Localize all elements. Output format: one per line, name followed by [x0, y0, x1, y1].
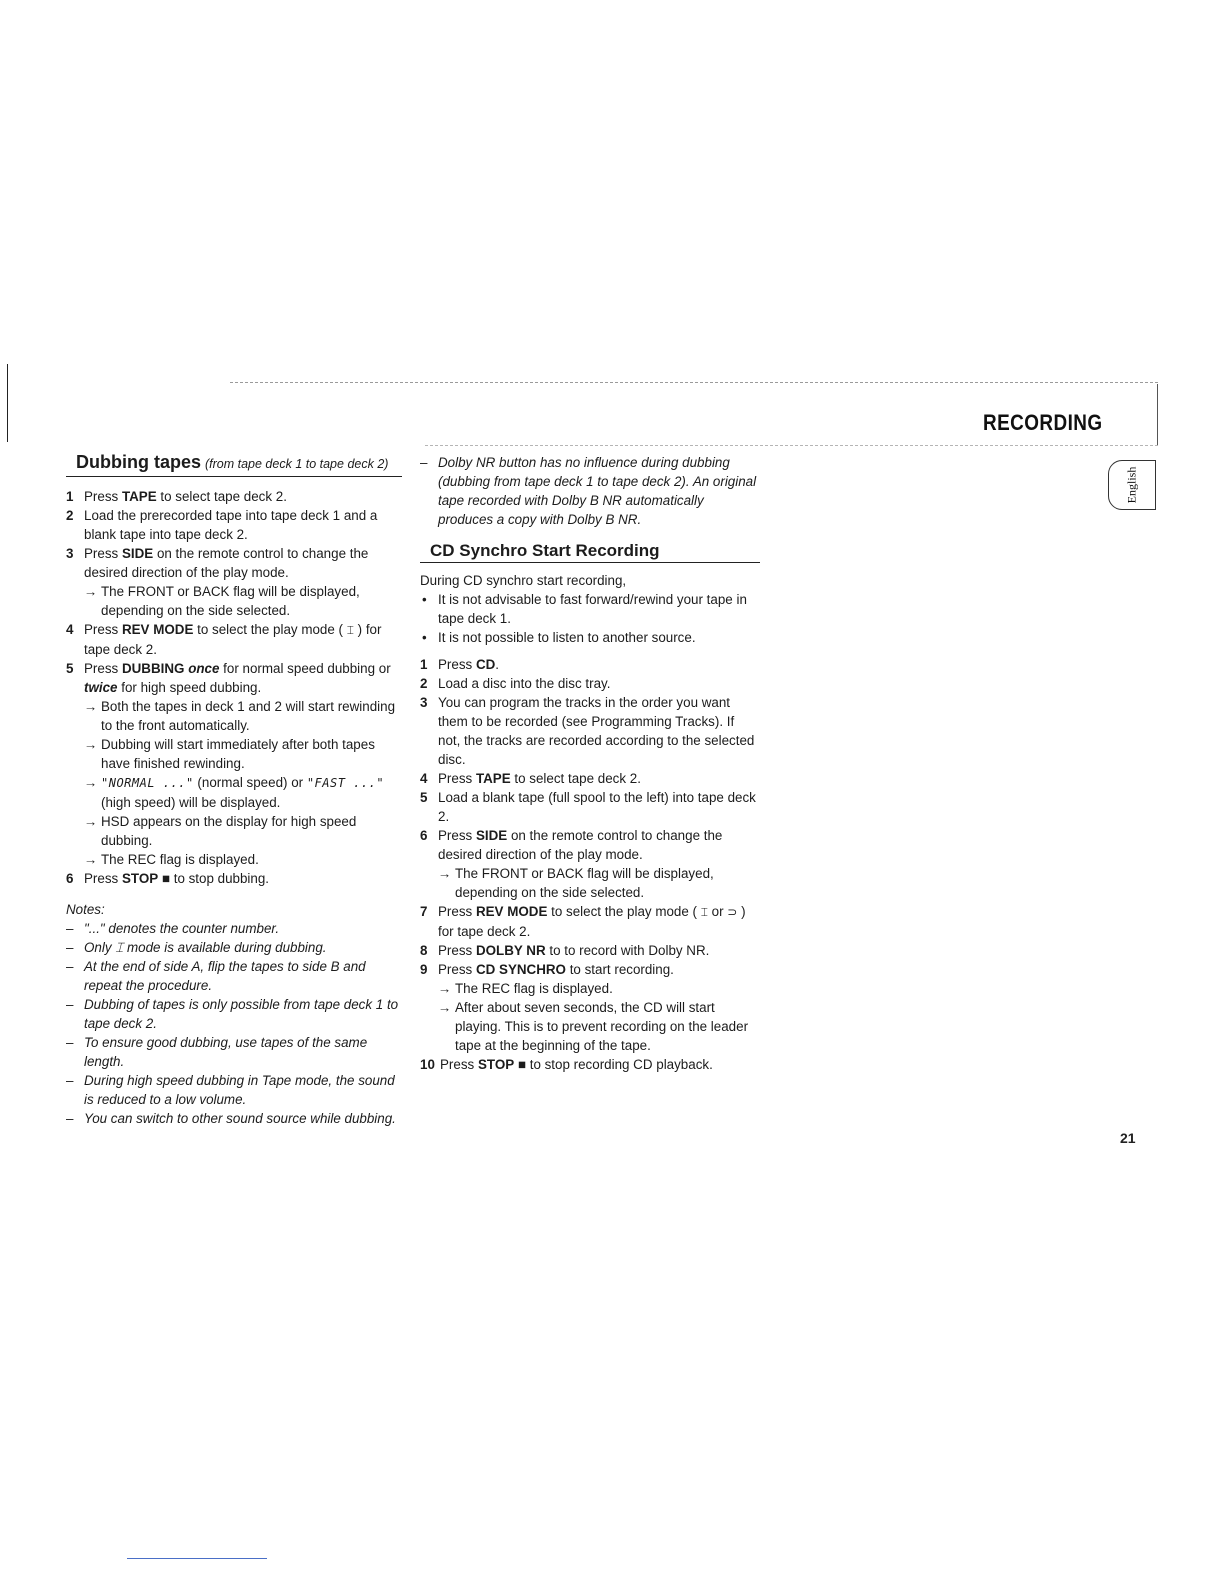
dubbing-step-5-result-2: [66, 735, 402, 773]
step-text: Press: [440, 1057, 478, 1072]
step-text: ) for tape deck 2.: [438, 904, 746, 939]
one-way-mode-icon: ⌶: [700, 905, 708, 919]
step-text: Load a blank tape (full spool to the left) into tape deck 2.: [438, 790, 756, 824]
cd-step-6: [420, 826, 760, 864]
key-name: STOP: [121, 871, 159, 886]
cd-synchro-intro: During CD synchro start recording,: [420, 573, 627, 588]
cd-step-3: [420, 693, 760, 769]
step-text: to select tape deck 2.: [156, 489, 287, 504]
step-number: 8: [420, 943, 428, 958]
step-number: 2: [420, 676, 428, 691]
step-text: Load a disc into the disc tray.: [438, 676, 611, 691]
step-text: to stop recording CD playback.: [526, 1057, 713, 1072]
step-text: Press: [438, 657, 476, 672]
dubbing-step-5-result-5: [66, 850, 402, 869]
step-number: 5: [420, 790, 428, 805]
cd-step-10: [420, 1055, 760, 1074]
language-tab: [1108, 460, 1156, 510]
dubbing-step-5-result-1: [66, 697, 402, 735]
step-text: Press: [84, 546, 122, 561]
step-number: 6: [420, 828, 428, 843]
bullet-text: It is not advisable to fast forward/rewind your tape in tape deck 1.: [438, 592, 747, 626]
bullet-item: [420, 628, 760, 647]
arrow-icon: →: [84, 814, 98, 829]
cd-synchro-column: [420, 453, 760, 1074]
bullet-icon: •: [422, 630, 427, 645]
dubbing-step-4: [66, 620, 402, 659]
loop-mode-icon: ⊃: [727, 905, 738, 919]
language-tab-label: English: [1124, 466, 1139, 504]
result-text: HSD appears on the display for high speed dubbing.: [101, 814, 357, 848]
page-number: 21: [1120, 1130, 1136, 1146]
note-text: At the end of side A, flip the tapes to side B and repeat the procedure.: [84, 959, 366, 993]
step-text: to start recording.: [565, 962, 674, 977]
cd-step-9: [420, 960, 760, 979]
arrow-icon: →: [84, 852, 98, 867]
cd-step-6-result: [420, 864, 760, 902]
step-text: to to record with Dolby NR.: [545, 943, 710, 958]
step-text: on the remote control to change the desired direction of the play mode.: [84, 546, 369, 580]
step-number: 1: [420, 657, 428, 672]
key-name: DOLBY NR: [475, 943, 546, 958]
step-number: 10: [420, 1057, 435, 1072]
step-text: Press: [438, 771, 476, 786]
cd-step-9-result-1: [420, 979, 760, 998]
top-rule: [230, 382, 1158, 383]
dubbing-step-5-result-4: [66, 812, 402, 850]
bottom-rule: [127, 1558, 267, 1559]
key-name: STOP: [477, 1057, 515, 1072]
left-edge-bar: [7, 364, 8, 442]
step-text: on the remote control to change the desired direction of the play mode.: [438, 828, 723, 862]
note-text: To ensure good dubbing, use tapes of the same length.: [84, 1035, 368, 1069]
step-text: Press: [438, 828, 476, 843]
cd-step-9-result-2: [420, 998, 760, 1055]
note-item: – To ensure good dubbing, use tapes of the same length.: [66, 1035, 368, 1069]
dubbing-step-3: [66, 544, 402, 582]
dubbing-title-block: [66, 453, 402, 477]
key-name: TAPE: [475, 771, 511, 786]
one-way-mode-icon: ⌶: [346, 623, 354, 637]
step-number: 4: [66, 622, 74, 637]
bullet-item: [420, 590, 760, 628]
arrow-icon: →: [84, 775, 98, 790]
step-text: or: [707, 904, 728, 919]
lcd-text: "NORMAL ...": [101, 776, 194, 790]
step-number: 9: [420, 962, 428, 977]
step-text: Load the prerecorded tape into tape deck 1 and a blank tape into tape deck 2.: [84, 508, 378, 542]
bullet-icon: •: [422, 592, 427, 607]
dubbing-title: Dubbing tapes: [76, 452, 201, 472]
note-item: – Only ⌶ mode is available during dubbing.: [66, 940, 327, 955]
key-name: DUBBING: [121, 661, 185, 676]
cd-step-5: [420, 788, 760, 826]
step-number: 3: [66, 546, 74, 561]
step-text: .: [495, 657, 500, 672]
key-name: CD SYNCHRO: [475, 962, 566, 977]
key-name: REV MODE: [475, 904, 548, 919]
cd-step-2: [420, 674, 760, 693]
step-text: Press: [438, 904, 476, 919]
result-text: The REC flag is displayed.: [455, 981, 613, 996]
step-text: Press: [84, 661, 122, 676]
step-text: to select the play mode (: [547, 904, 701, 919]
right-edge-line: [1157, 384, 1158, 446]
key-name: CD: [475, 657, 496, 672]
step-text: Press: [84, 871, 122, 886]
header-rule: [425, 445, 1158, 446]
note-item: – "..." denotes the counter number.: [66, 921, 280, 936]
key-name: SIDE: [475, 828, 508, 843]
note-text: "..." denotes the counter number.: [84, 921, 280, 936]
dubbing-step-3-result: [66, 582, 402, 620]
key-name: REV MODE: [121, 622, 194, 637]
arrow-icon: →: [438, 866, 452, 881]
bullet-text: It is not possible to listen to another source.: [438, 630, 696, 645]
result-text: (normal speed) or: [193, 775, 307, 790]
step-text: Press: [438, 943, 476, 958]
step-number: 2: [66, 508, 74, 523]
note-item: – You can switch to other sound source while dubbing.: [66, 1111, 396, 1126]
arrow-icon: →: [438, 1000, 452, 1015]
arrow-icon: →: [438, 981, 452, 996]
dubbing-column: [66, 453, 402, 1128]
cd-step-7: [420, 902, 760, 941]
cd-step-4: [420, 769, 760, 788]
result-text: (high speed) will be displayed.: [101, 795, 281, 810]
step-number: 7: [420, 904, 428, 919]
step-text: to stop dubbing.: [170, 871, 270, 886]
section-heading: RECORDING: [983, 410, 1103, 435]
step-number: 1: [66, 489, 74, 504]
dubbing-step-5: [66, 659, 402, 697]
step-number: 4: [420, 771, 428, 786]
arrow-icon: →: [84, 699, 98, 714]
emphasis-text: once: [188, 661, 220, 676]
note-text: You can switch to other sound source while dubbing.: [84, 1111, 396, 1126]
note-item: – At the end of side A, flip the tapes to side B and repeat the procedure.: [66, 959, 366, 993]
step-number: 6: [66, 871, 74, 886]
dubbing-step-2: [66, 506, 402, 544]
step-text: to select tape deck 2.: [510, 771, 641, 786]
cd-synchro-title: CD Synchro Start Recording: [420, 541, 760, 563]
note-item: – During high speed dubbing in Tape mode, the sound is reduced to a low volume.: [66, 1073, 395, 1107]
step-text: Press: [84, 622, 122, 637]
emphasis-text: twice: [84, 680, 118, 695]
step-number: 5: [66, 661, 74, 676]
result-text: The FRONT or BACK flag will be displayed, depending on the side selected.: [455, 866, 714, 900]
arrow-icon: →: [84, 584, 98, 599]
note-item: – Dubbing of tapes is only possible from tape deck 1 to tape deck 2.: [66, 997, 399, 1031]
arrow-icon: →: [84, 737, 98, 752]
dubbing-step-5-result-3: [66, 773, 402, 812]
dolby-note: – Dolby NR button has no influence during dubbing (dubbing from tape deck 1 to tape deck 2). An original tape recorded with Dolby B NR automatically produces a copy with Dolby B NR.: [420, 455, 757, 527]
result-text: Dubbing will start immediately after both tapes have finished rewinding.: [101, 737, 375, 771]
cd-step-8: [420, 941, 760, 960]
dubbing-subtitle: (from tape deck 1 to tape deck 2): [205, 457, 389, 471]
step-text: for normal speed dubbing or: [219, 661, 391, 676]
step-text: to select the play mode (: [193, 622, 347, 637]
note-text: Dubbing of tapes is only possible from tape deck 1 to tape deck 2.: [84, 997, 399, 1031]
step-number: 3: [420, 695, 428, 710]
note-text: Only ⌶ mode is available during dubbing.: [84, 940, 327, 955]
key-name: SIDE: [121, 546, 154, 561]
step-text: Press: [84, 489, 122, 504]
stop-icon: ■: [517, 1057, 526, 1072]
lcd-text: "FAST ...": [306, 776, 385, 790]
dubbing-step-1: [66, 487, 402, 506]
notes-label: Notes:: [66, 902, 105, 917]
stop-icon: ■: [161, 871, 170, 886]
result-text: The REC flag is displayed.: [101, 852, 259, 867]
result-text: Both the tapes in deck 1 and 2 will start rewinding to the front automatically.: [101, 699, 396, 733]
step-text: ) for tape deck 2.: [84, 622, 382, 657]
cd-step-1: [420, 655, 760, 674]
dubbing-step-6: [66, 869, 402, 888]
note-text: During high speed dubbing in Tape mode, the sound is reduced to a low volume.: [84, 1073, 395, 1107]
key-name: TAPE: [121, 489, 157, 504]
step-text: for high speed dubbing.: [117, 680, 262, 695]
step-text: Press: [438, 962, 476, 977]
note-text: Dolby NR button has no influence during dubbing (dubbing from tape deck 1 to tape deck 2). An original tape recorded with Dolby B NR automatically produces a copy with Dolby B NR.: [438, 455, 757, 527]
step-text: You can program the tracks in the order you want them to be recorded (see Programming Tracks). If not, the tracks are recorded according to the selected disc.: [438, 695, 755, 767]
result-text: After about seven seconds, the CD will start playing. This is to prevent recording on the leader tape at the beginning of the tape.: [455, 1000, 749, 1053]
result-text: The FRONT or BACK flag will be displayed, depending on the side selected.: [101, 584, 360, 618]
